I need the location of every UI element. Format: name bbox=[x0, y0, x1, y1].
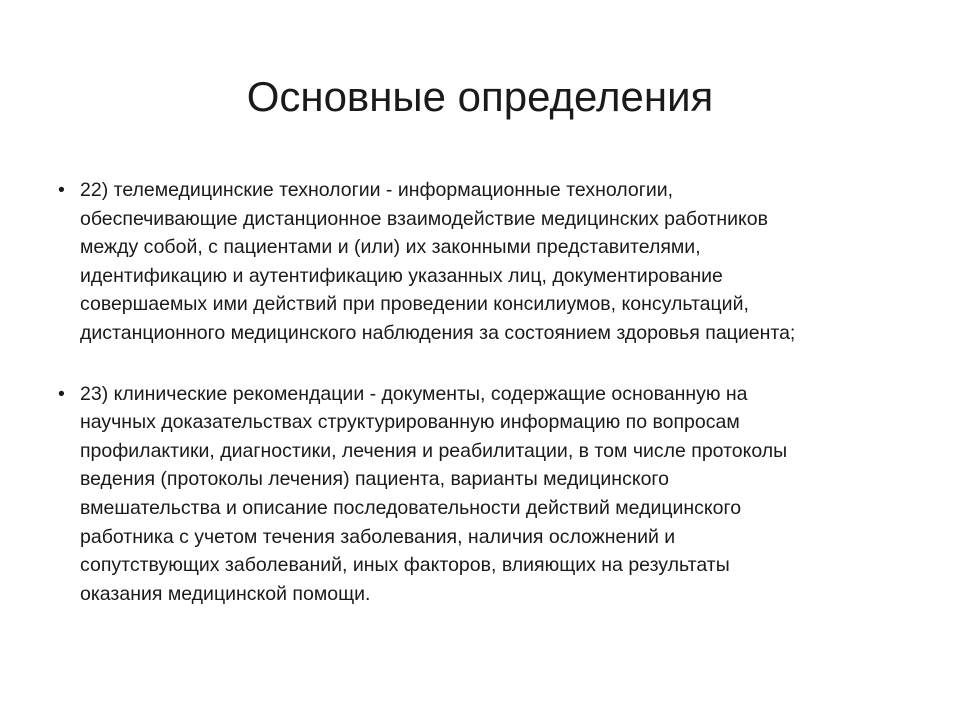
definition-line: 22) телемедицинские технологии - информационные технологии, bbox=[80, 179, 674, 201]
definition-line: профилактики, диагностики, лечения и реабилитации, в том числе протоколы bbox=[80, 439, 788, 462]
definition-line: между собой, с пациентами и (или) их законными представителями, bbox=[80, 236, 701, 259]
definition-line: оказания медицинской помощи. bbox=[80, 582, 371, 605]
definition-line: 23) клинические рекомендации - документы, содержащие основанную на bbox=[80, 382, 748, 405]
bullet-icon: • bbox=[58, 382, 65, 405]
definition-line: научных доказательствах структурированную информацию по вопросам bbox=[80, 411, 740, 434]
definition-line: ведения (протоколы лечения) пациента, варианты медицинского bbox=[80, 468, 669, 491]
definition-line: работника с учетом течения заболевания, наличия осложнений и bbox=[80, 525, 676, 548]
slide-content bbox=[58, 176, 908, 608]
definition-line: сопутствующих заболеваний, иных факторов, влияющих на результаты bbox=[80, 554, 730, 577]
bullet-icon: • bbox=[58, 179, 65, 201]
definition-22 bbox=[58, 176, 908, 348]
slide-title: Основные определения bbox=[246, 73, 714, 120]
definition-line: вмешательства и описание последовательности действий медицинского bbox=[80, 496, 742, 519]
definition-line: идентификацию и аутентификацию указанных лиц, документирование bbox=[80, 264, 723, 287]
definition-line: дистанционного медицинского наблюдения за состоянием здоровья пациента; bbox=[80, 321, 796, 344]
definition-23 bbox=[58, 380, 908, 609]
definition-line: совершаемых ими действий при проведении консилиумов, консультаций, bbox=[80, 293, 749, 316]
definition-line: обеспечивающие дистанционное взаимодействие медицинских работников bbox=[80, 207, 768, 230]
